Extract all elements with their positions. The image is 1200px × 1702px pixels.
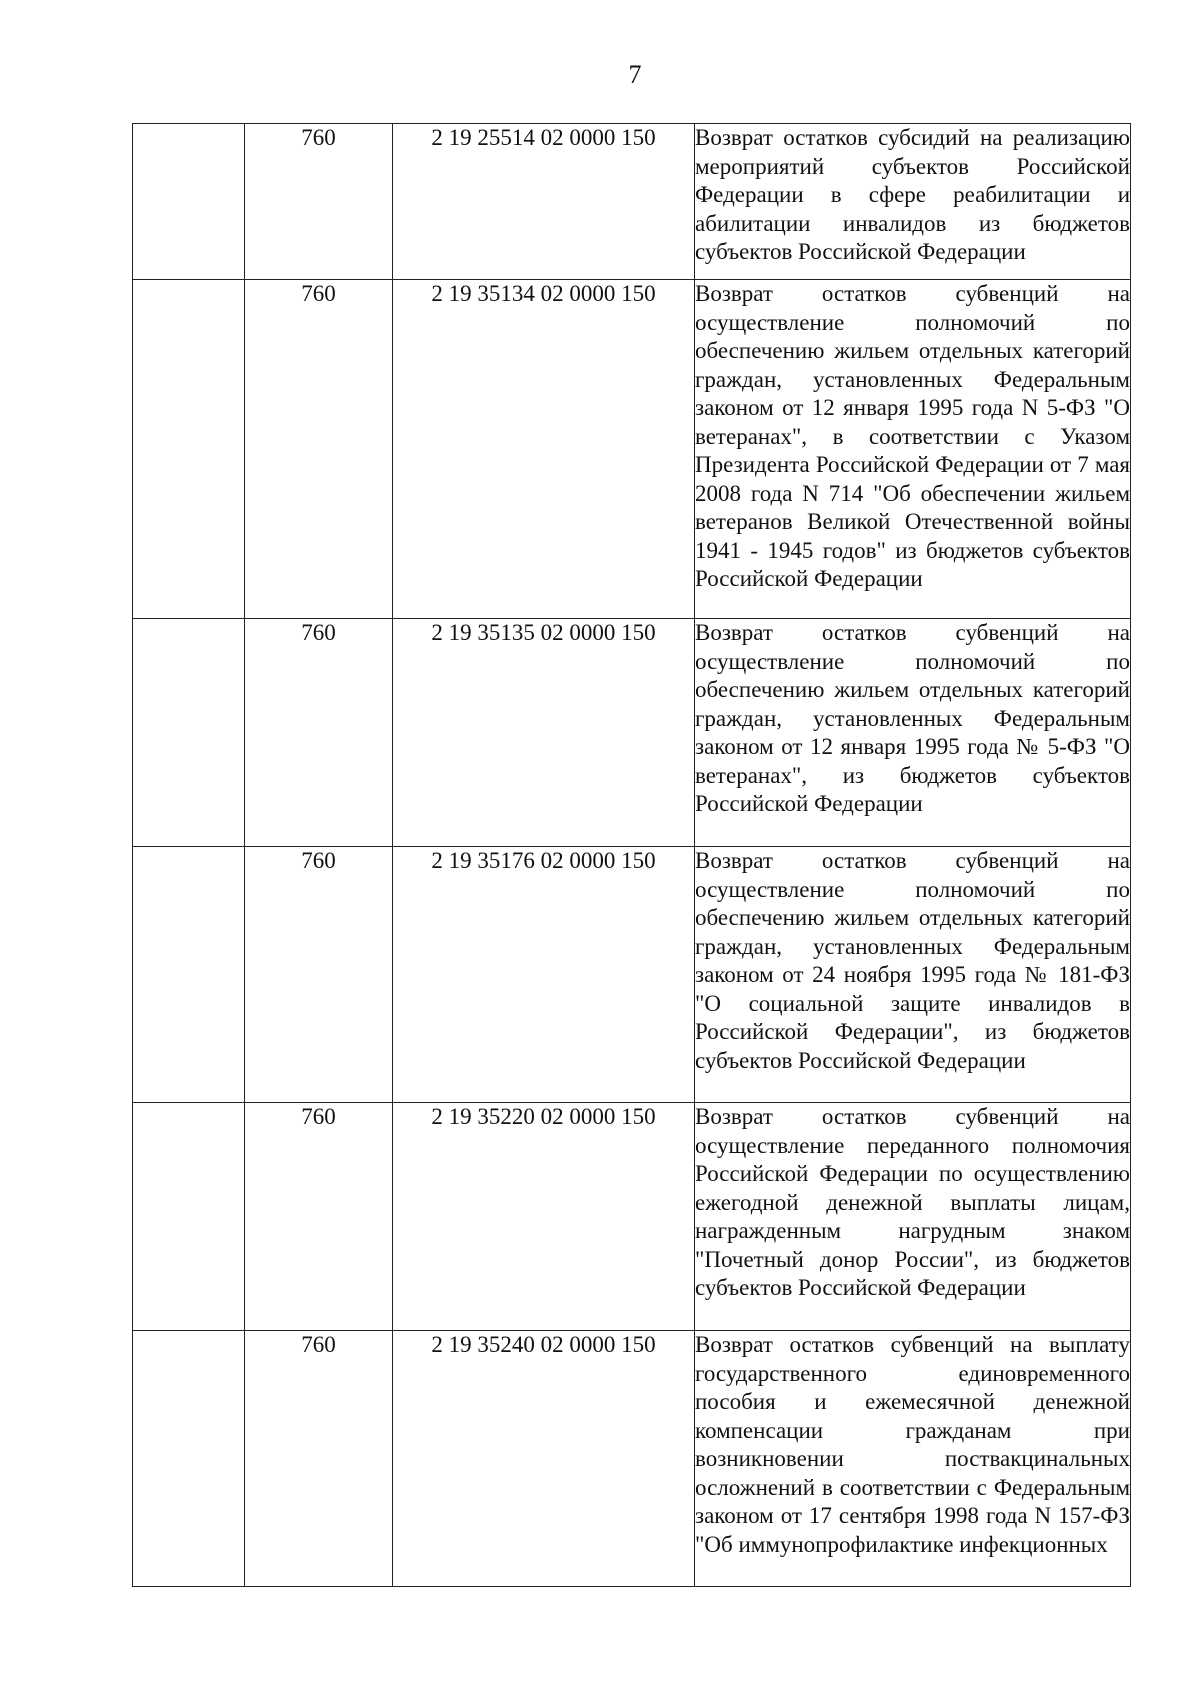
table-row [133, 124, 1131, 280]
description-cell: Возврат остатков субвенций на осуществление полномочий по обеспечению жильем отдельных категорий граждан, установленных Федеральным законом от 12 января 1995 года № 5-ФЗ "О ветеранах", из бюджетов субъектов Российской Федерации [695, 619, 1131, 847]
budget-code-cell: 2 19 35176 02 0000 150 [393, 847, 695, 1103]
budget-code-cell: 2 19 35134 02 0000 150 [393, 280, 695, 619]
description-cell: Возврат остатков субвенций на осуществление переданного полномочия Российской Федерации по осуществлению ежегодной денежной выплаты лицам, награжденным нагрудным знаком "Почетный донор России", из бюджетов субъектов Российской Федерации [695, 1103, 1131, 1331]
admin-code-cell: 760 [245, 1103, 393, 1331]
empty-cell [133, 124, 245, 280]
admin-code-cell: 760 [245, 619, 393, 847]
admin-code-cell: 760 [245, 1331, 393, 1587]
budget-code-cell: 2 19 35220 02 0000 150 [393, 1103, 695, 1331]
description-cell: Возврат остатков субвенций на осуществление полномочий по обеспечению жильем отдельных категорий граждан, установленных Федеральным законом от 12 января 1995 года N 5-ФЗ "О ветеранах", в соответствии с Указом Президента Российской Федерации от 7 мая 2008 года N 714 "Об обеспечении жильем ветеранов Великой Отечественной войны 1941 - 1945 годов" из бюджетов субъектов Российской Федерации [695, 280, 1131, 619]
budget-code-cell: 2 19 35135 02 0000 150 [393, 619, 695, 847]
empty-cell [133, 1331, 245, 1587]
budget-codes-table [132, 123, 1131, 1587]
description-cell: Возврат остатков субвенций на осуществление полномочий по обеспечению жильем отдельных категорий граждан, установленных Федеральным законом от 24 ноября 1995 года № 181-ФЗ "О социальной защите инвалидов в Российской Федерации", из бюджетов субъектов Российской Федерации [695, 847, 1131, 1103]
table-row [133, 619, 1131, 847]
table-row [133, 847, 1131, 1103]
empty-cell [133, 619, 245, 847]
empty-cell [133, 1103, 245, 1331]
budget-code-cell: 2 19 25514 02 0000 150 [393, 124, 695, 280]
description-cell: Возврат остатков субсидий на реализацию мероприятий субъектов Российской Федерации в сфере реабилитации и абилитации инвалидов из бюджетов субъектов Российской Федерации [695, 124, 1131, 280]
table-row [133, 1103, 1131, 1331]
empty-cell [133, 280, 245, 619]
admin-code-cell: 760 [245, 280, 393, 619]
description-cell: Возврат остатков субвенций на выплату государственного единовременного пособия и ежемесячной денежной компенсации гражданам при возникновении поствакцинальных осложнений в соответствии с Федеральным законом от 17 сентября 1998 года N 157-ФЗ "Об иммунопрофилактике инфекционных [695, 1331, 1131, 1587]
table-row [133, 280, 1131, 619]
budget-code-cell: 2 19 35240 02 0000 150 [393, 1331, 695, 1587]
admin-code-cell: 760 [245, 124, 393, 280]
empty-cell [133, 847, 245, 1103]
page-number: 7 [628, 60, 642, 89]
admin-code-cell: 760 [245, 847, 393, 1103]
table-row [133, 1331, 1131, 1587]
